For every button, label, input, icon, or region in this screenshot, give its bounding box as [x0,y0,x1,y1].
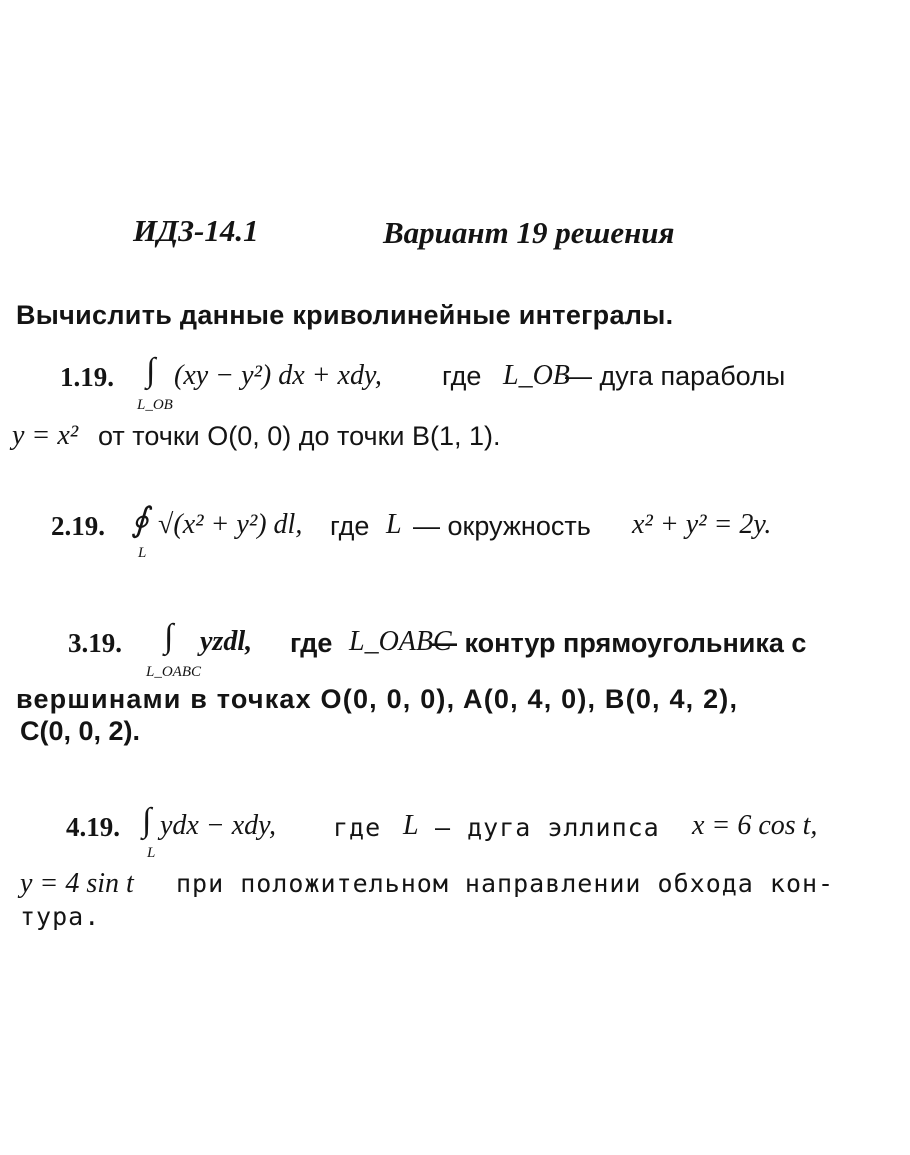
integral-sign: ∫ [164,618,174,655]
curve-equation: x² + y² = 2y. [632,509,772,540]
curve-description: — дуга эллипса [435,813,660,842]
integral-sign: ∫ [146,352,156,389]
text-where: где [442,361,482,391]
curve-name: L_OB [503,360,570,391]
rectangle-vertex-c: C(0, 0, 2). [20,716,141,746]
curve-equation-x: x = 6 cos t, [692,810,818,841]
problem-number: 2.19. [51,511,105,541]
text-where: где [333,813,382,842]
curve-name: L [386,509,402,540]
task-instruction: Вычислить данные криволинейные интегралы. [16,300,674,330]
integral-limit: L [138,545,147,561]
curve-description: — дуга параболы [565,361,786,391]
integral-limit: L_OB [137,397,173,413]
curve-equation-y: y = 4 sin t [20,868,134,899]
assignment-code: ИДЗ-14.1 [133,213,259,248]
curve-description: — окружность [413,511,591,541]
problem-number: 1.19. [60,362,114,392]
contour-integral-sign: ∮ [131,502,149,539]
integrand: ydx − xdy, [160,810,277,841]
text-where: где [330,511,370,541]
traversal-direction-end: тура. [20,902,101,931]
integrand: (xy − y²) dx + xdy, [174,360,382,391]
traversal-direction: при положительном направлении обхода кон- [176,869,835,898]
integrand: yzdl, [200,626,253,657]
integral-limit: L_OABC [146,664,202,680]
variant-title: Вариант 19 решения [383,215,675,250]
curve-description: — контур прямоугольника с [430,628,807,658]
integrand: √(x² + y²) dl, [158,509,303,540]
curve-name: L [403,810,419,841]
curve-name: L_OABC [349,626,452,657]
curve-equation: y = x² [12,420,79,451]
rectangle-vertices: вершинами в точках O(0, 0, 0), A(0, 4, 0), B(0, 4, 2), [16,684,739,714]
curve-endpoints: от точки O(0, 0) до точки B(1, 1). [98,421,501,451]
integral-sign: ∫ [142,802,152,839]
integral-limit: L [147,845,156,861]
text-where: где [290,628,333,658]
problem-number: 3.19. [68,628,122,658]
problem-number: 4.19. [66,812,120,842]
